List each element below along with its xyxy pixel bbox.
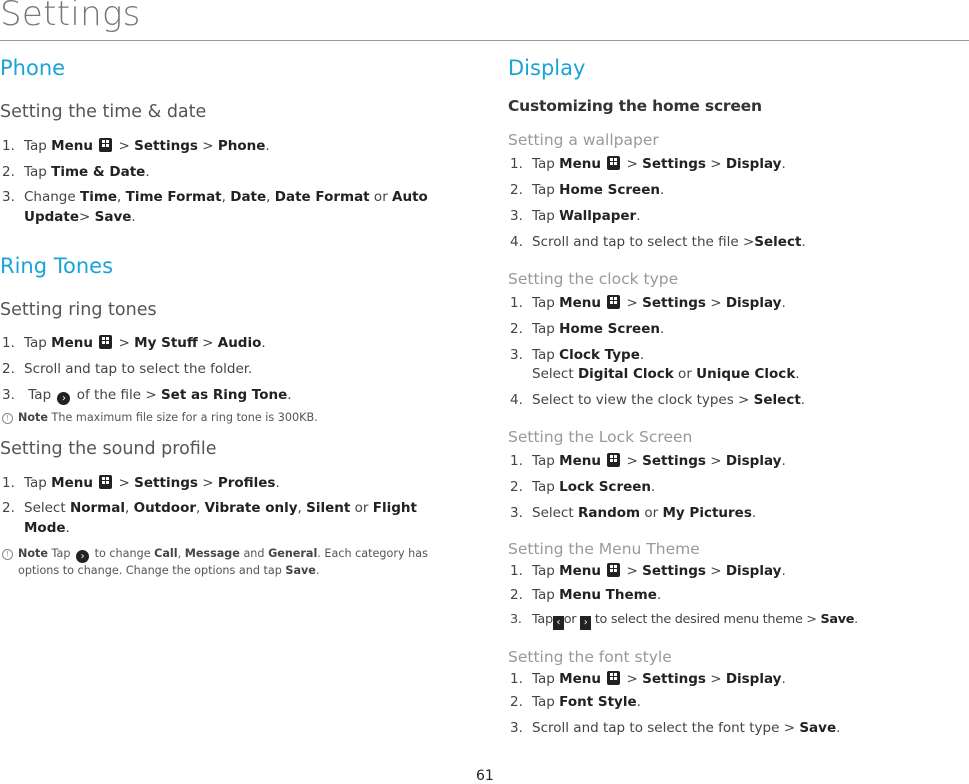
step-number: 4. (510, 234, 523, 250)
note-label: Note (18, 547, 48, 560)
vibrate-only-label: Vibrate only (204, 500, 298, 516)
ringtones-heading: Ring Tones (0, 254, 114, 278)
period: . (781, 453, 786, 469)
font-style-title: Setting the font style (508, 648, 672, 666)
general-label: General (268, 547, 318, 560)
step-text: Tap (532, 182, 560, 198)
select-label: Select (753, 392, 801, 408)
update-label: Update (24, 209, 80, 225)
page-title: Settings (0, 0, 141, 34)
sound-step-2-cont (24, 520, 70, 536)
flight-label: Flight (372, 500, 417, 516)
step-number: 1. (510, 295, 523, 311)
note-text: The maximum file size for a ring tone is 300KB. (48, 411, 318, 424)
outdoor-label: Outdoor (133, 500, 197, 516)
step-number: 2. (2, 164, 15, 180)
period: . (315, 564, 320, 577)
period: . (659, 182, 665, 198)
step-text: Tap (532, 295, 560, 311)
mode-label: Mode (24, 520, 66, 536)
save-label: Save (820, 612, 855, 627)
menu-grid-icon (607, 671, 620, 685)
separator: > (622, 453, 643, 469)
note-text: to change (91, 547, 155, 560)
font-step-3 (510, 720, 840, 736)
step-number: 1. (510, 156, 523, 172)
wallpaper-step-2 (510, 182, 664, 198)
settings-label: Settings (642, 156, 706, 172)
settings-label: Settings (642, 295, 706, 311)
sound-note (2, 547, 428, 563)
phone-step-2 (2, 164, 150, 180)
time-format-label: Time Format (125, 189, 222, 205)
step-number: 3. (510, 347, 523, 363)
ring-step-1 (2, 335, 266, 351)
separator: > (114, 335, 135, 351)
or-text: or (563, 612, 577, 627)
step-number: 1. (510, 453, 523, 469)
menutheme-step-1 (510, 563, 786, 579)
chevron-right-icon: › (580, 616, 591, 630)
step-text: of the file > (72, 387, 161, 403)
clock-step-2 (510, 321, 664, 337)
font-style-label: Font Style (559, 694, 637, 710)
step-text: Tap (532, 479, 560, 495)
period: . (801, 234, 806, 250)
separator: > (79, 209, 95, 225)
separator: > (705, 453, 726, 469)
settings-label: Settings (642, 671, 706, 687)
settings-label: Settings (134, 475, 198, 491)
save-label: Save (285, 564, 316, 577)
comma: , (221, 189, 231, 205)
font-step-2 (510, 694, 641, 710)
my-stuff-label: My Stuff (134, 335, 198, 351)
home-screen-label: Home Screen (559, 321, 660, 337)
period: . (651, 479, 656, 495)
separator: > (622, 563, 643, 579)
comma: , (125, 500, 134, 516)
menu-grid-icon (99, 138, 112, 152)
display-heading: Display (508, 56, 586, 80)
step-text: Tap (532, 671, 560, 687)
phone-label: Phone (217, 138, 266, 154)
period: . (781, 671, 786, 687)
separator: > (622, 295, 643, 311)
info-icon: ! (2, 549, 13, 560)
menu-label: Menu (51, 475, 93, 491)
separator: > (197, 335, 218, 351)
comma: , (177, 547, 185, 560)
separator: > (622, 671, 643, 687)
unique-clock-label: Unique Clock (696, 366, 796, 382)
phone-step-3-cont (24, 209, 136, 225)
note-text: options to change. Change the options and tap (18, 564, 286, 577)
set-ring-tone-label: Set as Ring Tone (160, 387, 288, 403)
and-text: and (239, 547, 269, 560)
page-number: 61 (476, 768, 494, 784)
profiles-label: Profiles (217, 475, 276, 491)
period: . (261, 335, 266, 351)
step-text: Tap (532, 694, 560, 710)
step-text: Tap (532, 156, 560, 172)
step-text: Scroll and tap to select the folder. (24, 361, 253, 377)
period: . (781, 295, 786, 311)
home-screen-label: Home Screen (559, 182, 660, 198)
note-text: Tap (48, 547, 75, 560)
wallpaper-step-1 (510, 156, 786, 172)
step-number: 1. (2, 138, 15, 154)
wallpaper-title: Setting a wallpaper (508, 131, 659, 149)
call-label: Call (154, 547, 178, 560)
menu-grid-icon (607, 563, 620, 577)
sound-step-1 (2, 475, 280, 491)
menutheme-step-3 (510, 612, 858, 630)
period: . (751, 505, 757, 521)
silent-label: Silent (306, 500, 351, 516)
date-label: Date (230, 189, 267, 205)
ring-step-3 (2, 387, 292, 405)
comma: , (297, 500, 307, 516)
menu-label: Menu (559, 156, 601, 172)
phone-heading: Phone (0, 56, 66, 80)
or-text: or (369, 189, 393, 205)
clock-step-3-cont (532, 366, 800, 382)
save-label: Save (799, 720, 837, 736)
settings-label: Settings (642, 453, 706, 469)
step-text: Tap (24, 335, 52, 351)
step-text: Tap (24, 475, 52, 491)
separator: > (114, 475, 135, 491)
separator: > (705, 295, 726, 311)
period: . (781, 156, 786, 172)
period: . (145, 164, 150, 180)
menu-grid-icon (607, 295, 620, 309)
chevron-right-circle-icon: › (57, 392, 70, 405)
or-text: or (350, 500, 373, 516)
menu-theme-title: Setting the Menu Theme (508, 540, 700, 558)
time-date-label: Time & Date (51, 164, 146, 180)
step-text: Tap (532, 321, 560, 337)
period: . (836, 720, 841, 736)
menu-grid-icon (607, 156, 620, 170)
or-text: or (640, 505, 663, 521)
period: . (287, 387, 292, 403)
audio-label: Audio (217, 335, 262, 351)
time-label: Time (79, 189, 118, 205)
random-label: Random (577, 505, 641, 521)
period: . (781, 563, 786, 579)
lock-screen-label: Lock Screen (559, 479, 652, 495)
comma: , (196, 500, 205, 516)
step-number: 3. (510, 612, 522, 627)
chevron-right-circle-icon: › (76, 550, 89, 563)
step-number: 3. (2, 387, 15, 403)
lock-step-2 (510, 479, 655, 495)
my-pictures-label: My Pictures (662, 505, 752, 521)
step-number: 2. (510, 321, 523, 337)
step-number: 3. (510, 505, 523, 521)
separator: > (114, 138, 135, 154)
step-number: 3. (510, 720, 523, 736)
lock-step-1 (510, 453, 786, 469)
ring-step-2 (2, 361, 252, 377)
step-text: Select (24, 500, 70, 516)
period: . (795, 366, 800, 382)
display-label: Display (725, 563, 782, 579)
period: . (636, 208, 641, 224)
step-number: 2. (510, 479, 523, 495)
sound-subheading: Setting the sound profile (0, 439, 217, 459)
settings-label: Settings (642, 563, 706, 579)
step-number: 2. (2, 500, 15, 516)
period: . (65, 520, 70, 536)
step-number: 1. (510, 671, 523, 687)
step-text: Scroll and tap to select the font type > (532, 720, 800, 736)
step-number: 2. (510, 182, 523, 198)
comma: , (117, 189, 126, 205)
clock-type-label: Clock Type (559, 347, 640, 363)
normal-label: Normal (69, 500, 125, 516)
menu-label: Menu (559, 563, 601, 579)
ringtones-subheading: Setting ring tones (0, 300, 157, 320)
digital-clock-label: Digital Clock (577, 366, 674, 382)
info-icon: ! (2, 413, 13, 424)
title-divider (0, 40, 969, 41)
note-text: . Each category has (317, 547, 428, 560)
save-label: Save (94, 209, 132, 225)
step-number: 4. (510, 392, 523, 408)
step-number: 1. (2, 335, 15, 351)
menu-theme-label: Menu Theme (559, 587, 657, 603)
step-number: 2. (2, 361, 15, 377)
period: . (275, 475, 280, 491)
step-text: Select (532, 505, 578, 521)
period: . (800, 392, 806, 408)
menu-label: Menu (559, 671, 601, 687)
period: . (131, 209, 136, 225)
period: . (265, 138, 270, 154)
separator: > (622, 156, 643, 172)
period: . (659, 321, 665, 337)
period: . (636, 694, 641, 710)
phone-step-3 (2, 189, 428, 205)
step-text: Tap (532, 453, 560, 469)
separator: > (705, 156, 726, 172)
chevron-left-icon: ‹ (553, 616, 564, 630)
message-label: Message (184, 547, 240, 560)
step-text: Tap (532, 612, 553, 627)
menu-label: Menu (51, 335, 93, 351)
step-text: Tap (532, 347, 560, 363)
font-step-1 (510, 671, 786, 687)
wallpaper-step-3 (510, 208, 640, 224)
clock-title: Setting the clock type (508, 270, 679, 288)
phone-step-1 (2, 138, 270, 154)
time-date-subheading: Setting the time & date (0, 102, 207, 122)
menu-label: Menu (51, 138, 93, 154)
note-label: Note (18, 411, 48, 424)
step-text: Tap (532, 208, 560, 224)
menu-label: Menu (559, 453, 601, 469)
separator: > (705, 671, 726, 687)
or-text: or (673, 366, 697, 382)
lock-step-3 (510, 505, 756, 521)
step-number: 3. (2, 189, 15, 205)
sound-step-2 (2, 500, 417, 516)
sound-note-cont (18, 564, 319, 577)
step-number: 1. (2, 475, 15, 491)
clock-step-3 (510, 347, 644, 363)
ring-note (2, 411, 318, 424)
display-label: Display (725, 295, 782, 311)
step-text: Tap (532, 563, 560, 579)
auto-label: Auto (392, 189, 428, 205)
step-text: Tap (24, 138, 52, 154)
display-label: Display (725, 156, 782, 172)
step-text: Tap (24, 387, 56, 403)
menu-label: Menu (559, 295, 601, 311)
wallpaper-label: Wallpaper (559, 208, 637, 224)
period: . (854, 612, 858, 627)
step-number: 2. (510, 694, 523, 710)
menu-grid-icon (607, 453, 620, 467)
step-text: Tap (24, 164, 52, 180)
menutheme-step-2 (510, 587, 661, 603)
lock-title: Setting the Lock Screen (508, 428, 693, 446)
step-text: to select the desired menu theme > (591, 612, 821, 627)
separator: > (197, 475, 218, 491)
step-number: 3. (510, 208, 523, 224)
date-format-label: Date Format (274, 189, 370, 205)
step-text: Select (532, 366, 578, 382)
menu-grid-icon (99, 475, 112, 489)
comma: , (266, 189, 275, 205)
step-number: 2. (510, 587, 523, 603)
settings-label: Settings (134, 138, 198, 154)
clock-step-4 (510, 392, 805, 408)
step-text: Change (24, 189, 80, 205)
step-text: Scroll and tap to select the file > (532, 234, 755, 250)
step-number: 1. (510, 563, 523, 579)
display-label: Display (725, 453, 782, 469)
home-screen-subheading: Customizing the home screen (508, 97, 762, 115)
display-label: Display (725, 671, 782, 687)
select-label: Select (754, 234, 802, 250)
wallpaper-step-4 (510, 234, 806, 250)
step-text: Tap (532, 587, 560, 603)
period: . (639, 347, 645, 363)
step-text: Select to view the clock types > (532, 392, 754, 408)
menu-grid-icon (99, 335, 112, 349)
separator: > (197, 138, 218, 154)
clock-step-1 (510, 295, 786, 311)
separator: > (705, 563, 726, 579)
period: . (656, 587, 662, 603)
